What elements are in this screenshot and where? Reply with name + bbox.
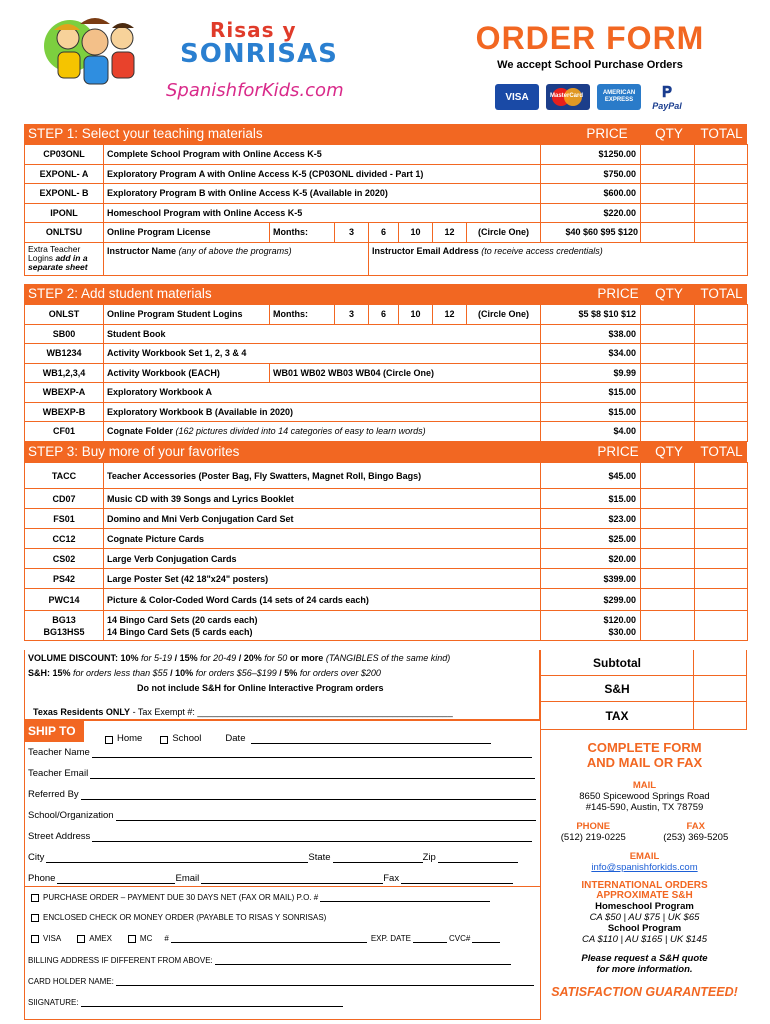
total-cell[interactable] — [695, 589, 748, 611]
qty-cell[interactable] — [641, 589, 695, 611]
month-option[interactable]: 10 — [399, 305, 433, 325]
step1-header — [24, 124, 747, 144]
item-desc: Domino and Mni Verb Conjugation Card Set — [104, 509, 541, 529]
complete-form-line2: AND MAIL OR FAX — [586, 755, 703, 770]
teacher-name-field[interactable] — [92, 757, 532, 758]
accept-note: We accept School Purchase Orders — [497, 59, 683, 71]
total-cell[interactable] — [695, 509, 748, 529]
extra-logins-label: Extra Teacher Logins — [28, 243, 81, 263]
referred-field[interactable] — [81, 799, 536, 800]
card-number-field[interactable] — [171, 942, 367, 943]
site-url: SpanishforKids.com — [166, 80, 344, 101]
street-row: Street Address — [28, 831, 532, 842]
zip-field[interactable] — [438, 862, 518, 863]
phone-fax-row — [542, 821, 747, 843]
item-code: EXPONL- B — [25, 184, 104, 204]
total-cell[interactable] — [695, 529, 748, 549]
item-price: $15.00 — [541, 402, 641, 422]
table-row — [25, 305, 748, 325]
qty-cell[interactable] — [641, 203, 695, 223]
item-code: WBEXP-B — [25, 402, 104, 422]
item-code: PS42 — [25, 569, 104, 589]
item-code: EXPONL- A — [25, 164, 104, 184]
extra-logins-note: add in a separate sheet — [28, 252, 88, 272]
email-field[interactable] — [201, 883, 383, 884]
item-desc: Picture & Color-Coded Word Cards (14 sets of 24 cards each) — [104, 589, 541, 611]
guarantee-text: SATISFACTION GUARANTEED! — [551, 985, 738, 999]
item-code: ONLST — [25, 305, 104, 325]
total-cell[interactable] — [695, 402, 748, 422]
months-label: Months: — [270, 305, 335, 325]
month-option[interactable]: 10 — [399, 223, 433, 243]
table-row — [25, 324, 748, 344]
item-price: $40 $60 $95 $120 — [541, 223, 641, 243]
sh-label: S&H — [540, 676, 694, 702]
item-price: $23.00 — [541, 509, 641, 529]
fax-number: (253) 369-5205 — [663, 832, 729, 843]
extra-logins-cell — [25, 242, 104, 275]
homeschool-label: Homeschool Program — [595, 901, 694, 912]
school-org-field[interactable] — [116, 820, 536, 821]
item-code: IPONL — [25, 203, 104, 223]
item-price: $15.00 — [541, 489, 641, 509]
item-desc-note: (162 pictures divided into 14 categories of easy to learn words) — [175, 426, 426, 437]
check-checkbox[interactable] — [31, 914, 39, 922]
table-row — [25, 422, 748, 442]
item-price: $20.00 — [541, 549, 641, 569]
step2-header — [24, 284, 747, 304]
billing-field[interactable] — [215, 964, 511, 965]
total-cell[interactable] — [695, 549, 748, 569]
item-desc: Activity Workbook Set 1, 2, 3 & 4 — [104, 344, 541, 364]
circle-one-label: (Circle One) — [467, 223, 541, 243]
item-price: $25.00 — [541, 529, 641, 549]
qty-cell[interactable] — [641, 422, 695, 442]
check-row: ENCLOSED CHECK OR MONEY ORDER (PAYABLE TO RISAS Y SONRISAS) — [31, 913, 326, 922]
item-code: SB00 — [25, 324, 104, 344]
teacher-email-field[interactable] — [90, 778, 535, 779]
item-code: CS02 — [25, 549, 104, 569]
qty-cell[interactable] — [641, 184, 695, 204]
mc-checkbox[interactable] — [128, 935, 136, 943]
total-cell[interactable] — [695, 422, 748, 442]
intl-heading-2: APPROXIMATE S&H — [596, 890, 693, 901]
step3-header — [24, 442, 747, 462]
subtotal-cell[interactable] — [694, 650, 747, 676]
phone-number: (512) 219-0225 — [560, 832, 626, 843]
homeschool-rates: CA $50 | AU $75 | UK $65 — [589, 912, 700, 923]
step3-table — [24, 462, 748, 641]
item-desc: Large Poster Set (42 18"x24" posters) — [104, 569, 541, 589]
item-code: CC12 — [25, 529, 104, 549]
item-desc: Complete School Program with Online Access K-5 — [104, 145, 541, 165]
instructor-email-cell[interactable] — [369, 242, 748, 275]
school-label: School — [172, 733, 202, 744]
total-cell[interactable] — [695, 203, 748, 223]
item-desc: Teacher Accessories (Poster Bag, Fly Swatters, Magnet Roll, Bingo Bags) — [104, 463, 541, 489]
referred-row: Referred By — [28, 789, 536, 800]
qty-cell[interactable] — [641, 145, 695, 165]
step1-title: STEP 1: Select your teaching materials — [28, 126, 263, 141]
school-program-label: School Program — [607, 923, 682, 934]
card-row: VISA AMEX MC # EXP. DATE CVC# — [31, 934, 500, 943]
amex-logo: AMERICAN EXPRESS — [597, 84, 641, 110]
total-cell[interactable] — [695, 569, 748, 589]
date-field[interactable] — [251, 743, 491, 744]
table-row — [25, 463, 748, 489]
month-option[interactable]: 6 — [369, 305, 399, 325]
qty-cell[interactable] — [641, 509, 695, 529]
total-cell[interactable] — [695, 363, 748, 383]
item-desc: Cognate Picture Cards — [104, 529, 541, 549]
qty-cell[interactable] — [641, 344, 695, 364]
table-row — [25, 242, 748, 275]
payment-cards — [495, 84, 686, 112]
visa-checkbox[interactable] — [31, 935, 39, 943]
price-col-header: PRICE — [597, 286, 639, 301]
billing-row: BILLING ADDRESS IF DIFFERENT FROM ABOVE: — [28, 956, 511, 965]
circle-one-label: (Circle One) — [467, 305, 541, 325]
qty-cell[interactable] — [641, 549, 695, 569]
month-option[interactable]: 3 — [335, 223, 369, 243]
city-field[interactable] — [46, 862, 308, 863]
instructor-email-note: (to receive access credentials) — [481, 245, 603, 256]
tax-cell[interactable] — [694, 702, 747, 730]
item-desc: Exploratory Workbook B (Available in 2020) — [104, 402, 541, 422]
months-label: Months: — [270, 223, 335, 243]
mail-fax-panel — [542, 740, 747, 999]
price-col-header: PRICE — [597, 444, 639, 459]
mail-heading: MAIL — [632, 780, 657, 791]
instructor-name-cell[interactable] — [104, 242, 369, 275]
school-checkbox[interactable] — [160, 736, 168, 744]
month-option[interactable]: 6 — [369, 223, 399, 243]
shipping-line: S&H: 15% for orders less than $55 / 10% for orders $56–$199 / 5% for orders over $200 — [28, 668, 381, 678]
table-row — [25, 223, 748, 243]
phone-row: Phone Email Fax — [28, 873, 513, 884]
step1-section — [24, 124, 747, 276]
item-price: $34.00 — [541, 344, 641, 364]
total-cell[interactable] — [695, 145, 748, 165]
item-desc: Student Book — [104, 324, 541, 344]
complete-form-line1: COMPLETE FORM — [587, 740, 702, 755]
total-cell[interactable] — [695, 324, 748, 344]
item-desc: Exploratory Workbook A — [104, 383, 541, 403]
subtotal-label: Subtotal — [540, 650, 694, 676]
item-code: ONLTSU — [25, 223, 104, 243]
item-price: $399.00 — [541, 569, 641, 589]
total-col-header: TOTAL — [700, 286, 743, 301]
step3-title: STEP 3: Buy more of your favorites — [28, 444, 240, 459]
item-desc: Exploratory Program A with Online Access K-5 (CP03ONL divided - Part 1) — [104, 164, 541, 184]
qty-col-header: QTY — [655, 286, 683, 301]
item-code: WBEXP-A — [25, 383, 104, 403]
total-col-header: TOTAL — [700, 126, 743, 141]
qty-col-header: QTY — [655, 126, 683, 141]
item-price: $5 $8 $10 $12 — [541, 305, 641, 325]
intl-heading-1: INTERNATIONAL ORDERS — [581, 880, 708, 891]
table-row — [25, 529, 748, 549]
paypal-logo: 𝐏 PayPal — [652, 83, 682, 111]
ship-to-box — [24, 720, 541, 1020]
discount-box — [24, 650, 540, 720]
holder-field[interactable] — [116, 985, 534, 986]
total-cell[interactable] — [695, 184, 748, 204]
item-desc: Large Verb Conjugation Cards — [104, 549, 541, 569]
totals-box — [540, 650, 747, 730]
workbook-options[interactable]: WB01 WB02 WB03 WB04 (Circle One) — [270, 363, 541, 383]
city-row: City State Zip — [28, 852, 518, 863]
brand-line1: Risas y — [210, 18, 297, 42]
email-heading: EMAIL — [629, 851, 660, 862]
home-checkbox[interactable] — [105, 736, 113, 744]
holder-row: CARD HOLDER NAME: — [28, 977, 534, 986]
item-desc: Activity Workbook (EACH) — [104, 363, 270, 383]
street-field[interactable] — [92, 841, 532, 842]
table-row — [25, 383, 748, 403]
home-label: Home — [117, 733, 143, 744]
month-option[interactable]: 12 — [433, 223, 467, 243]
qty-cell[interactable] — [641, 463, 695, 489]
teacher-email-row: Teacher Email — [28, 768, 535, 779]
instructor-name-label: Instructor Name — [107, 245, 177, 256]
texas-line[interactable]: Texas Residents ONLY - Tax Exempt #: ___________________________________________________ — [33, 707, 453, 717]
qty-cell[interactable] — [641, 164, 695, 184]
step2-title: STEP 2: Add student materials — [28, 286, 212, 301]
volume-discount-line: VOLUME DISCOUNT: 10% for 5-19 / 15% for 20-49 / 20% for 50 or more (TANGIBLES of the same kind) — [28, 653, 451, 663]
total-cell[interactable] — [695, 611, 748, 641]
item-desc: 14 Bingo Card Sets (20 cards each) 14 Bingo Card Sets (5 cards each) — [104, 611, 541, 641]
fax-field[interactable] — [401, 883, 513, 884]
signature-field[interactable] — [81, 1006, 343, 1007]
instructor-email-label: Instructor Email Address — [372, 245, 479, 256]
item-price: $750.00 — [541, 164, 641, 184]
po-row: PURCHASE ORDER – PAYMENT DUE 30 DAYS NET (FAX OR MAIL) P.O. # — [31, 893, 490, 902]
item-desc: Online Program License — [104, 223, 270, 243]
mail-address-2: #145-590, Austin, TX 78759 — [585, 802, 704, 813]
item-price: $220.00 — [541, 203, 641, 223]
qty-cell[interactable] — [641, 569, 695, 589]
total-cell[interactable] — [695, 164, 748, 184]
phone-field[interactable] — [57, 883, 175, 884]
total-cell[interactable] — [695, 305, 748, 325]
mastercard-logo: MasterCard — [546, 84, 590, 110]
qty-cell[interactable] — [641, 402, 695, 422]
date-label: Date — [225, 733, 246, 744]
quote-note-1: Please request a S&H quote — [581, 953, 708, 964]
qty-cell[interactable] — [641, 529, 695, 549]
qty-cell[interactable] — [641, 305, 695, 325]
item-code: CP03ONL — [25, 145, 104, 165]
email-link[interactable]: info@spanishforkids.com — [591, 862, 698, 873]
item-code: TACC — [25, 463, 104, 489]
visa-logo: VISA — [495, 84, 539, 110]
step1-table — [24, 144, 748, 276]
step3-section — [24, 442, 747, 641]
item-desc: Exploratory Program B with Online Access K-5 (Available in 2020) — [104, 184, 541, 204]
address-type — [105, 729, 491, 744]
table-row — [25, 164, 748, 184]
table-row — [25, 549, 748, 569]
qty-cell[interactable] — [641, 363, 695, 383]
qty-cell[interactable] — [641, 383, 695, 403]
kids-logo-illustration — [40, 8, 160, 90]
month-option[interactable]: 3 — [335, 305, 369, 325]
exp-date-field[interactable] — [413, 942, 447, 943]
mail-address-1: 8650 Spicewood Springs Road — [579, 791, 710, 802]
table-row — [25, 344, 748, 364]
page-title: ORDER FORM — [475, 20, 705, 56]
total-cell[interactable] — [695, 223, 748, 243]
sh-cell[interactable] — [694, 676, 747, 702]
po-checkbox[interactable] — [31, 894, 39, 902]
item-price: $120.00 $30.00 — [541, 611, 641, 641]
item-price: $45.00 — [541, 463, 641, 489]
online-sh-note: Do not include S&H for Online Interactive Program orders — [137, 683, 384, 693]
brand-line2: SONRISAS — [180, 39, 338, 69]
item-price: $600.00 — [541, 184, 641, 204]
item-price: $4.00 — [541, 422, 641, 442]
qty-cell[interactable] — [641, 611, 695, 641]
brand-name — [180, 18, 380, 69]
item-code: BG13 BG13HS5 — [25, 611, 104, 641]
qty-cell[interactable] — [641, 324, 695, 344]
school-org-row: School/Organization — [28, 810, 536, 821]
phone-heading: PHONE — [576, 821, 611, 832]
cvc-field[interactable] — [472, 942, 500, 943]
item-price: $15.00 — [541, 383, 641, 403]
qty-cell[interactable] — [641, 489, 695, 509]
item-desc: Online Program Student Logins — [104, 305, 270, 325]
table-row — [25, 509, 748, 529]
total-cell[interactable] — [695, 489, 748, 509]
teacher-name-row: Teacher Name — [28, 747, 532, 758]
table-row — [25, 402, 748, 422]
table-row — [25, 203, 748, 223]
qty-col-header: QTY — [655, 444, 683, 459]
item-price: $299.00 — [541, 589, 641, 611]
item-desc — [104, 422, 541, 442]
tax-label: TAX — [540, 702, 694, 730]
item-code: CF01 — [25, 422, 104, 442]
total-cell[interactable] — [695, 344, 748, 364]
item-price: $1250.00 — [541, 145, 641, 165]
fax-heading: FAX — [686, 821, 705, 832]
ship-to-title: SHIP TO — [24, 721, 84, 742]
table-row — [25, 611, 748, 641]
table-row — [25, 569, 748, 589]
signature-row: SIIGNATURE: — [28, 998, 343, 1007]
po-field[interactable] — [320, 901, 490, 902]
item-desc: Homeschool Program with Online Access K-5 — [104, 203, 541, 223]
table-row — [25, 589, 748, 611]
item-code: PWC14 — [25, 589, 104, 611]
total-col-header: TOTAL — [700, 444, 743, 459]
item-code: WB1234 — [25, 344, 104, 364]
amex-checkbox[interactable] — [77, 935, 85, 943]
state-field[interactable] — [333, 862, 423, 863]
item-code: CD07 — [25, 489, 104, 509]
item-desc-text: Cognate Folder — [107, 426, 174, 437]
item-price: $38.00 — [541, 324, 641, 344]
table-row — [25, 489, 748, 509]
item-code: FS01 — [25, 509, 104, 529]
total-cell[interactable] — [695, 463, 748, 489]
table-row — [25, 145, 748, 165]
price-col-header: PRICE — [586, 126, 628, 141]
table-row — [25, 363, 748, 383]
table-row — [25, 184, 748, 204]
total-cell[interactable] — [695, 383, 748, 403]
quote-note-2: for more information. — [596, 964, 693, 975]
item-code: WB1,2,3,4 — [25, 363, 104, 383]
step2-section — [24, 284, 747, 442]
step2-table — [24, 304, 748, 442]
item-desc: Music CD with 39 Songs and Lyrics Booklet — [104, 489, 541, 509]
school-program-rates: CA $110 | AU $165 | UK $145 — [582, 934, 707, 945]
month-option[interactable]: 12 — [433, 305, 467, 325]
item-price: $9.99 — [541, 363, 641, 383]
instructor-name-note: (any of above the programs) — [178, 245, 292, 256]
qty-cell[interactable] — [641, 223, 695, 243]
